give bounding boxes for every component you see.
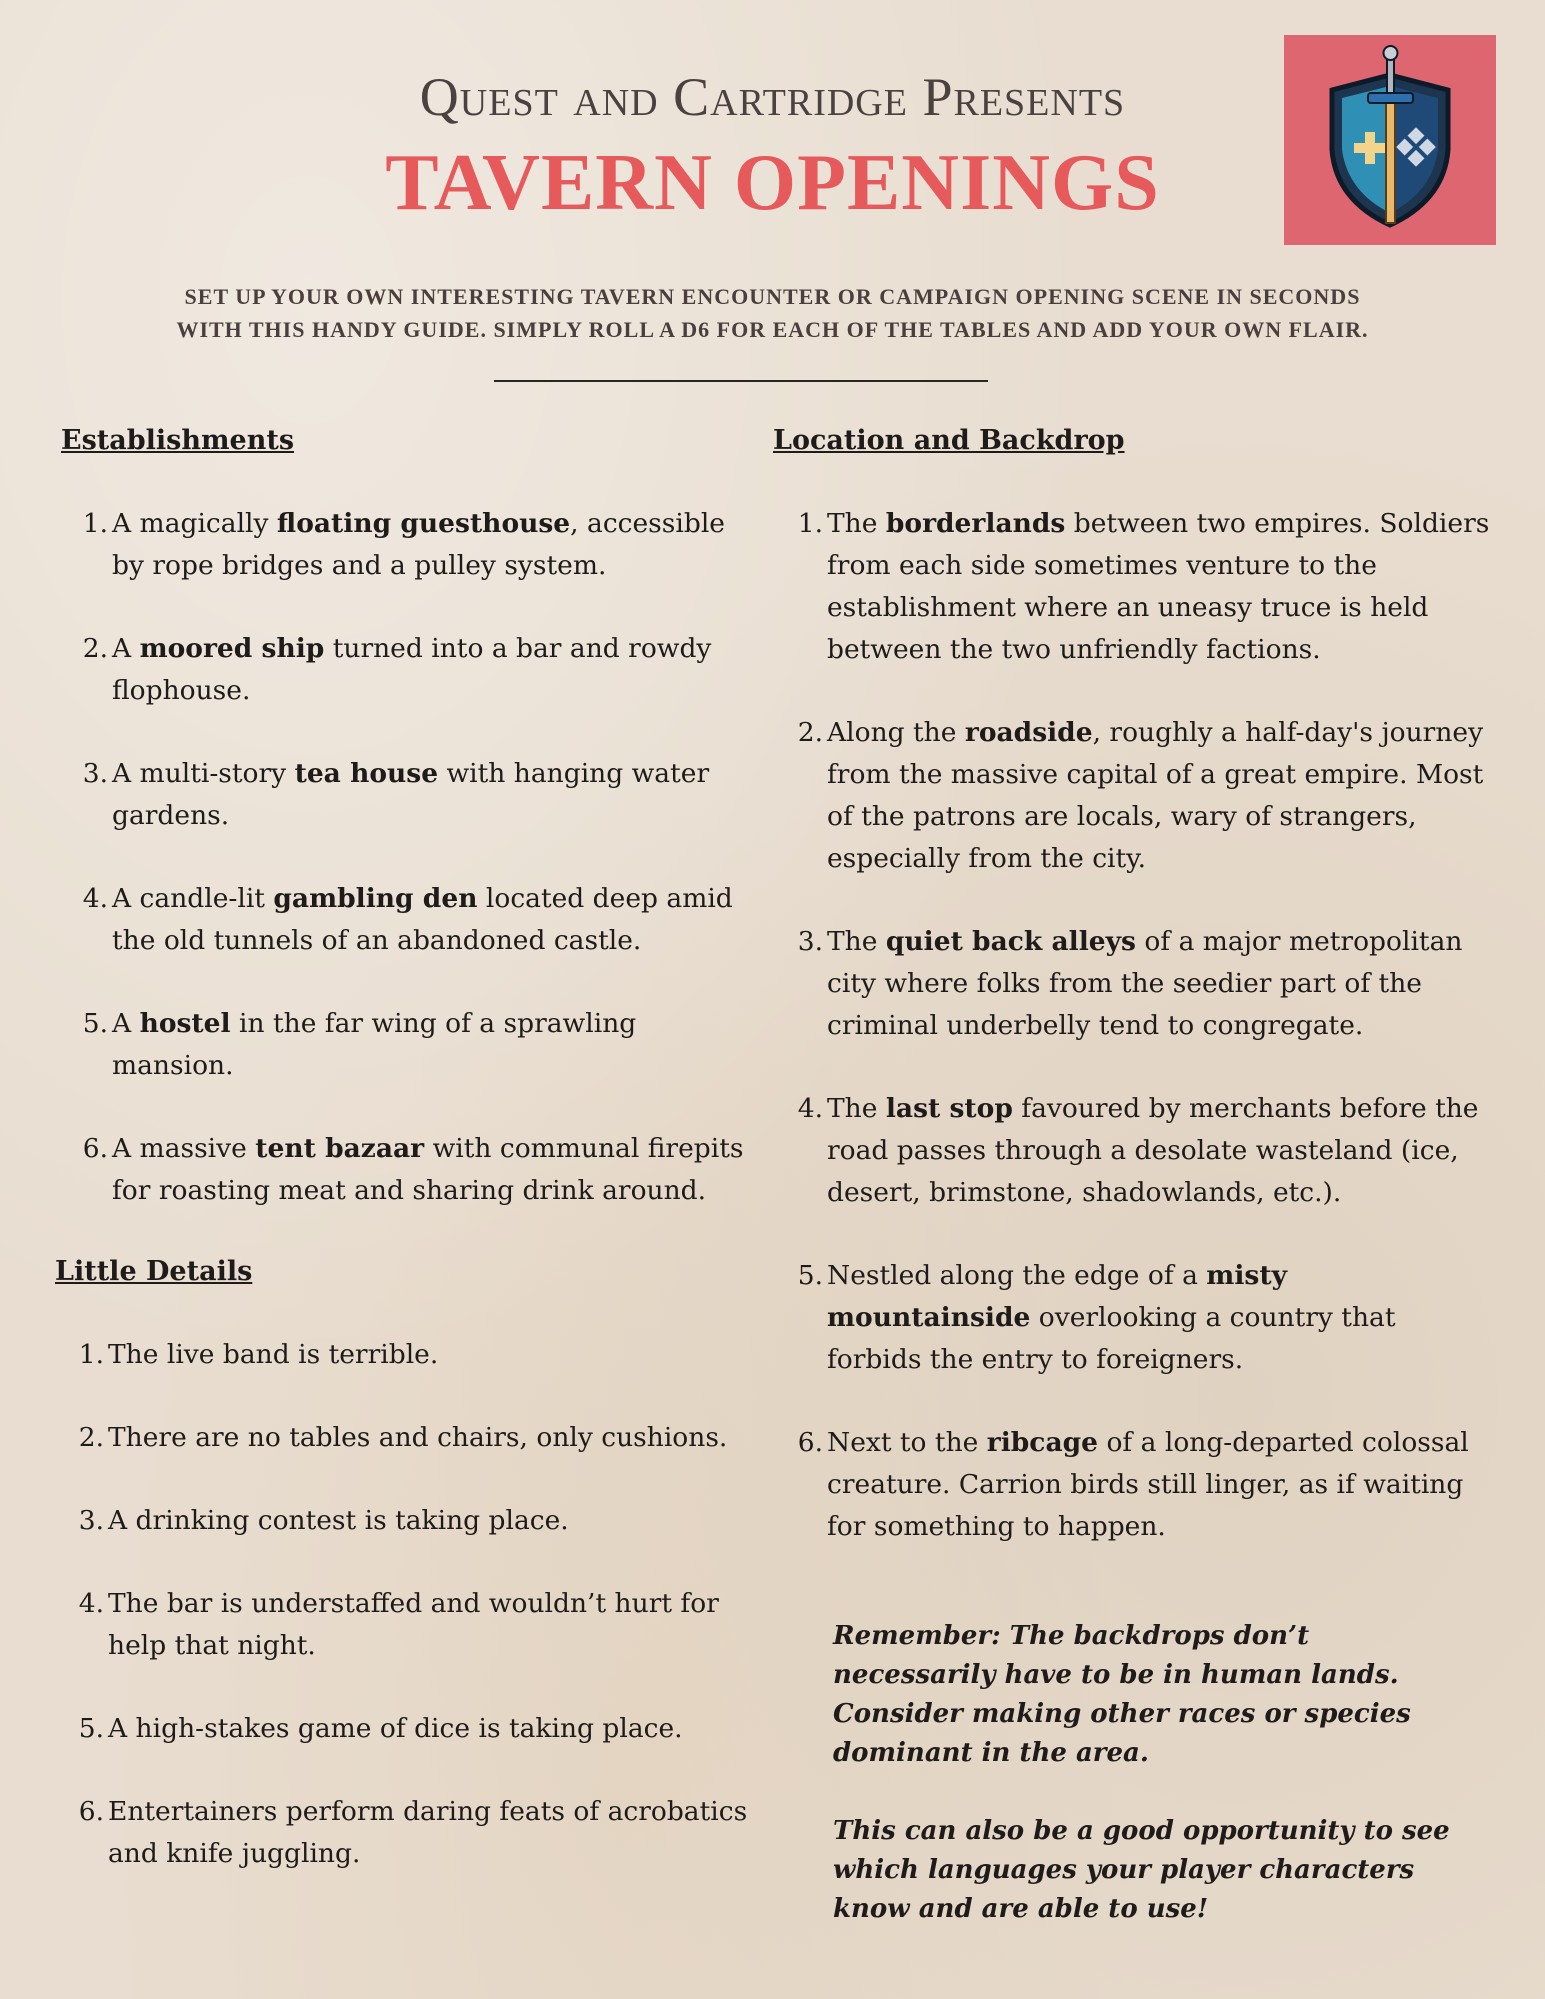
list-item: 2. There are no tables and chairs, only cushions. xyxy=(52,1417,767,1459)
list-item: 3. The quiet back alleys of a major metropolitan city where folks from the seedier part of the criminal underbelly tend to congregate. xyxy=(771,921,1491,1047)
little-details-list xyxy=(52,1334,767,1875)
list-number: 5. xyxy=(797,1260,823,1291)
list-number: 4. xyxy=(78,1588,104,1619)
list-item: 1. The borderlands between two empires. Soldiers from each side sometimes venture to the establishment where an uneasy truce is held between the two unfriendly factions. xyxy=(771,503,1491,671)
intro-text xyxy=(120,280,1425,346)
list-number: 1. xyxy=(797,508,823,539)
list-item: 6. Next to the ribcage of a long-departed colossal creature. Carrion birds still linger, as if waiting for something to happen. xyxy=(771,1422,1491,1548)
list-number: 4. xyxy=(797,1093,823,1124)
list-item: 5. A hostel in the far wing of a sprawling mansion. xyxy=(56,1003,762,1087)
list-item: 3. A multi-story tea house with hanging water gardens. xyxy=(56,753,762,837)
highlight-term: quiet back alleys xyxy=(885,926,1136,957)
list-number: 4. xyxy=(82,883,108,914)
list-item: 4. The last stop favoured by merchants before the road passes through a desolate wasteland (ice, desert, brimstone, shadowlands, etc.). xyxy=(771,1088,1491,1214)
list-item: 2. A moored ship turned into a bar and rowdy flophouse. xyxy=(56,628,762,712)
highlight-term: gambling den xyxy=(273,883,478,914)
list-item: 4. The bar is understaffed and wouldn’t hurt for help that night. xyxy=(52,1583,767,1667)
list-number: 1. xyxy=(82,508,108,539)
list-number: 1. xyxy=(78,1339,104,1370)
highlight-term: tea house xyxy=(294,758,439,789)
list-number: 5. xyxy=(78,1713,104,1744)
highlight-term: roadside xyxy=(964,717,1093,748)
list-item: 1. The live band is terrible. xyxy=(52,1334,767,1376)
list-number: 6. xyxy=(78,1796,104,1827)
list-item: 5. Nestled along the edge of a misty mountainside overlooking a country that forbids the entry to foreigners. xyxy=(771,1255,1491,1381)
list-number: 3. xyxy=(797,926,823,957)
list-number: 3. xyxy=(78,1505,104,1536)
list-item: 1. A magically floating guesthouse, accessible by rope bridges and a pulley system. xyxy=(56,503,762,587)
divider xyxy=(494,380,988,382)
highlight-term: ribcage xyxy=(986,1427,1099,1458)
list-number: 2. xyxy=(797,717,823,748)
location-list xyxy=(771,503,1491,1548)
note-paragraph-1: Remember: The backdrops don’t necessarily have to be in human lands. Consider making other races or species dominant in the area. xyxy=(833,1621,1411,1768)
establishments-heading: Establishments xyxy=(61,425,295,456)
highlight-term: moored ship xyxy=(139,633,325,664)
intro-line-1: SET UP YOUR OWN INTERESTING TAVERN ENCOUNTER OR CAMPAIGN OPENING SCENE IN SECONDS xyxy=(184,284,1361,309)
little-details-heading: Little Details xyxy=(55,1256,253,1287)
highlight-term: tent bazaar xyxy=(255,1133,425,1164)
list-number: 5. xyxy=(82,1008,108,1039)
list-number: 2. xyxy=(82,633,108,664)
establishments-list xyxy=(56,503,762,1212)
intro-line-2: WITH THIS HANDY GUIDE. SIMPLY ROLL A D6 FOR EACH OF THE TABLES AND ADD YOUR OWN FLAIR. xyxy=(176,317,1369,342)
highlight-term: floating guesthouse xyxy=(276,508,571,539)
list-number: 6. xyxy=(82,1133,108,1164)
highlight-term: last stop xyxy=(885,1093,1013,1124)
list-number: 2. xyxy=(78,1422,104,1453)
remember-note xyxy=(833,1617,1453,1929)
list-item: 2. Along the roadside, roughly a half-day's journey from the massive capital of a great empire. Most of the patrons are locals, wary of strangers, especially from the city. xyxy=(771,712,1491,880)
note-paragraph-2: This can also be a good opportunity to see which languages your player characters know and are able to use! xyxy=(833,1816,1450,1924)
list-number: 3. xyxy=(82,758,108,789)
list-item: 6. A massive tent bazaar with communal firepits for roasting meat and sharing drink around. xyxy=(56,1128,762,1212)
list-item: 5. A high-stakes game of dice is taking place. xyxy=(52,1708,767,1750)
list-item: 6. Entertainers perform daring feats of acrobatics and knife juggling. xyxy=(52,1791,767,1875)
location-heading: Location and Backdrop xyxy=(773,425,1125,456)
page-pretitle: Quest and Cartridge Presents xyxy=(419,67,1126,127)
list-item: 3. A drinking contest is taking place. xyxy=(52,1500,767,1542)
list-number: 6. xyxy=(797,1427,823,1458)
list-item: 4. A candle-lit gambling den located deep amid the old tunnels of an abandoned castle. xyxy=(56,878,762,962)
highlight-term: hostel xyxy=(139,1008,231,1039)
shield-sword-logo xyxy=(1284,35,1496,245)
page-title: TAVERN OPENINGS xyxy=(385,139,1160,227)
highlight-term: misty mountainside xyxy=(827,1260,1287,1333)
highlight-term: borderlands xyxy=(885,508,1066,539)
